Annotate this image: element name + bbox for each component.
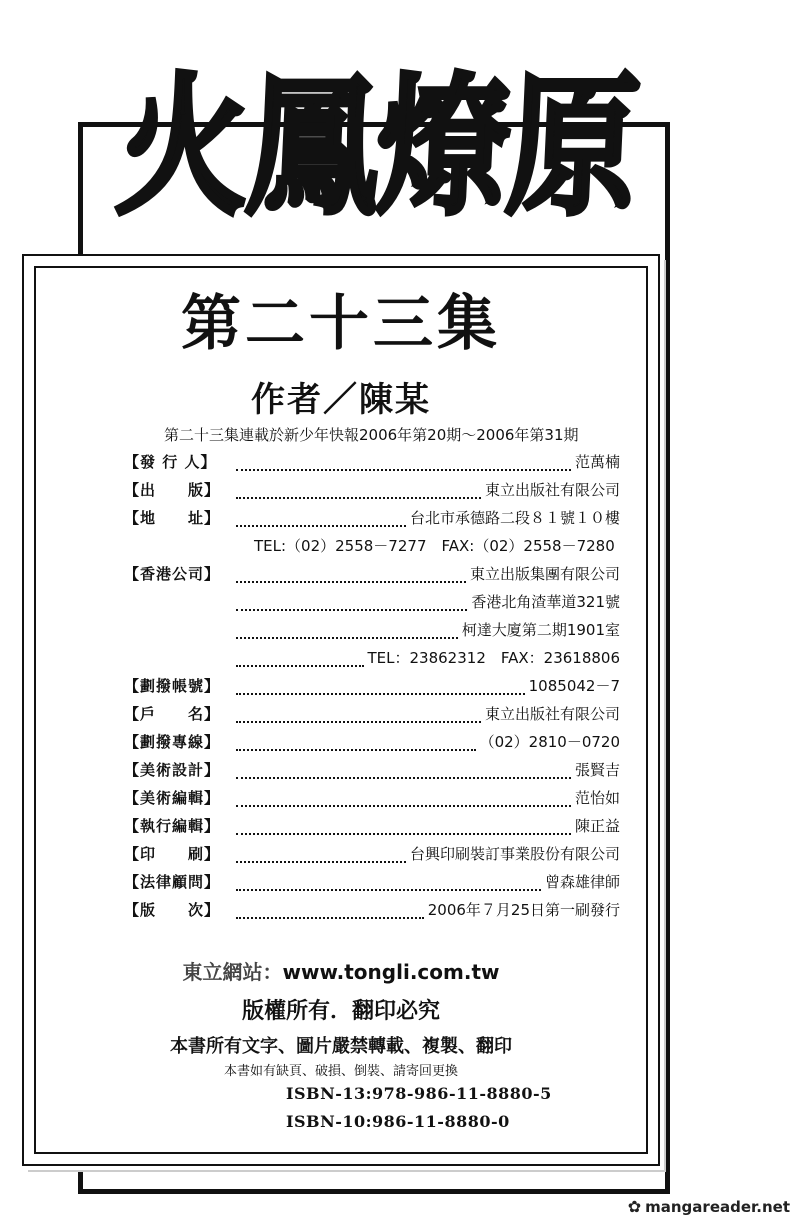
leader-dots [236, 907, 424, 919]
leader-dots [236, 739, 476, 751]
credit-row [124, 563, 620, 591]
title-char: 燎 [372, 59, 508, 237]
credit-row [124, 507, 620, 535]
leader-dots [236, 627, 458, 639]
credit-label: 【印 刷】 [124, 845, 221, 863]
copyright-notice: 版權所有．翻印必究 [241, 998, 440, 1024]
credit-row [124, 703, 620, 731]
credit-label: 【戶 名】 [124, 705, 221, 723]
credit-value: 1085042－7 [528, 677, 620, 695]
leader-dots [236, 571, 466, 583]
credit-label: 【執行編輯】 [124, 817, 221, 835]
colophon-panel [22, 254, 660, 1166]
credit-row [124, 479, 620, 507]
leader-dots [236, 515, 406, 527]
title-char: 火 [112, 59, 248, 237]
credit-row [124, 787, 620, 815]
credit-row [124, 591, 620, 619]
credit-value: 東立出版社有限公司 [484, 705, 620, 723]
credit-value: （02）2810－0720 [479, 733, 620, 751]
title-char: 原 [502, 59, 638, 237]
credit-row [124, 815, 620, 843]
author-line: 作者／陳某 [251, 380, 431, 420]
credit-row [124, 535, 620, 563]
leader-dots [236, 767, 571, 779]
credit-value: TEL:（02）2558－7277 FAX:（02）2558－7280 [254, 537, 615, 555]
leader-dots [236, 795, 571, 807]
credit-value: TEL：23862312 FAX：23618806 [367, 649, 620, 667]
credit-row [124, 843, 620, 871]
credit-label: 【法律顧問】 [124, 873, 221, 891]
credit-row [124, 731, 620, 759]
credit-label: 【美術編輯】 [124, 789, 221, 807]
credit-row [124, 619, 620, 647]
credit-value: 張賢吉 [574, 761, 620, 779]
credits-list [124, 451, 620, 927]
credit-label: 【劃撥專線】 [124, 733, 221, 751]
leader-dots [236, 655, 364, 667]
credit-label: 【地 址】 [124, 509, 221, 527]
serialization-note: 第二十三集連載於新少年快報2006年第20期～2006年第31期 [164, 426, 579, 444]
credit-value: 東立出版社有限公司 [484, 481, 620, 499]
leader-dots [236, 599, 467, 611]
credit-value: 范怡如 [574, 789, 620, 807]
credit-label: 【出 版】 [124, 481, 221, 499]
credit-value: 柯達大廈第二期1901室 [461, 621, 620, 639]
credit-value: 香港北角渣華道321號 [471, 593, 620, 611]
credit-label: 【美術設計】 [124, 761, 221, 779]
leader-dots [236, 823, 571, 835]
credit-label: 【發 行 人】 [124, 453, 217, 471]
site-watermark [628, 1197, 790, 1216]
book-title [80, 28, 670, 268]
volume-number: 第二十三集 [181, 289, 501, 359]
credit-label: 【劃撥帳號】 [124, 677, 221, 695]
credit-row [124, 871, 620, 899]
credit-row [124, 675, 620, 703]
credit-row [124, 647, 620, 675]
leader-dots [236, 683, 525, 695]
website-line [24, 956, 658, 985]
defect-notice: 本書如有缺頁、破損、倒裝、請寄回更換 [223, 1064, 458, 1079]
reproduction-notice: 本書所有文字、圖片嚴禁轉載、複製、翻印 [170, 1036, 512, 1057]
leader-dots [236, 851, 406, 863]
leader-dots [236, 711, 481, 723]
credit-value: 台北市承德路二段８１號１０樓 [409, 509, 620, 527]
credit-label: 【版 次】 [124, 901, 221, 919]
website-link[interactable]: www.tongli.com.tw [282, 960, 500, 984]
credit-value: 范萬楠 [574, 453, 620, 471]
isbn-13: ISBN-13:978-986-11-8880-5 [286, 1084, 552, 1103]
credit-row [124, 899, 620, 927]
credit-value: 曾森雄律師 [544, 873, 620, 891]
title-char: 鳳 [242, 59, 378, 237]
isbn-10: ISBN-10:986-11-8880-0 [286, 1112, 510, 1131]
credit-value: 2006年７月25日第一刷發行 [427, 901, 620, 919]
leader-dots [236, 879, 541, 891]
credit-value: 陳正益 [574, 817, 620, 835]
watermark-text: mangareader.net [645, 1197, 790, 1216]
credit-row [124, 759, 620, 787]
credit-label: 【香港公司】 [124, 565, 221, 583]
credit-row [124, 451, 620, 479]
leader-dots [236, 487, 481, 499]
leader-dots [236, 459, 571, 471]
credit-value: 台興印刷裝訂事業股份有限公司 [409, 845, 620, 863]
credit-value: 東立出版集團有限公司 [469, 565, 620, 583]
title-text [112, 59, 639, 237]
website-label: 東立網站： [182, 960, 283, 984]
mascot-icon: ✿ [627, 1197, 642, 1216]
